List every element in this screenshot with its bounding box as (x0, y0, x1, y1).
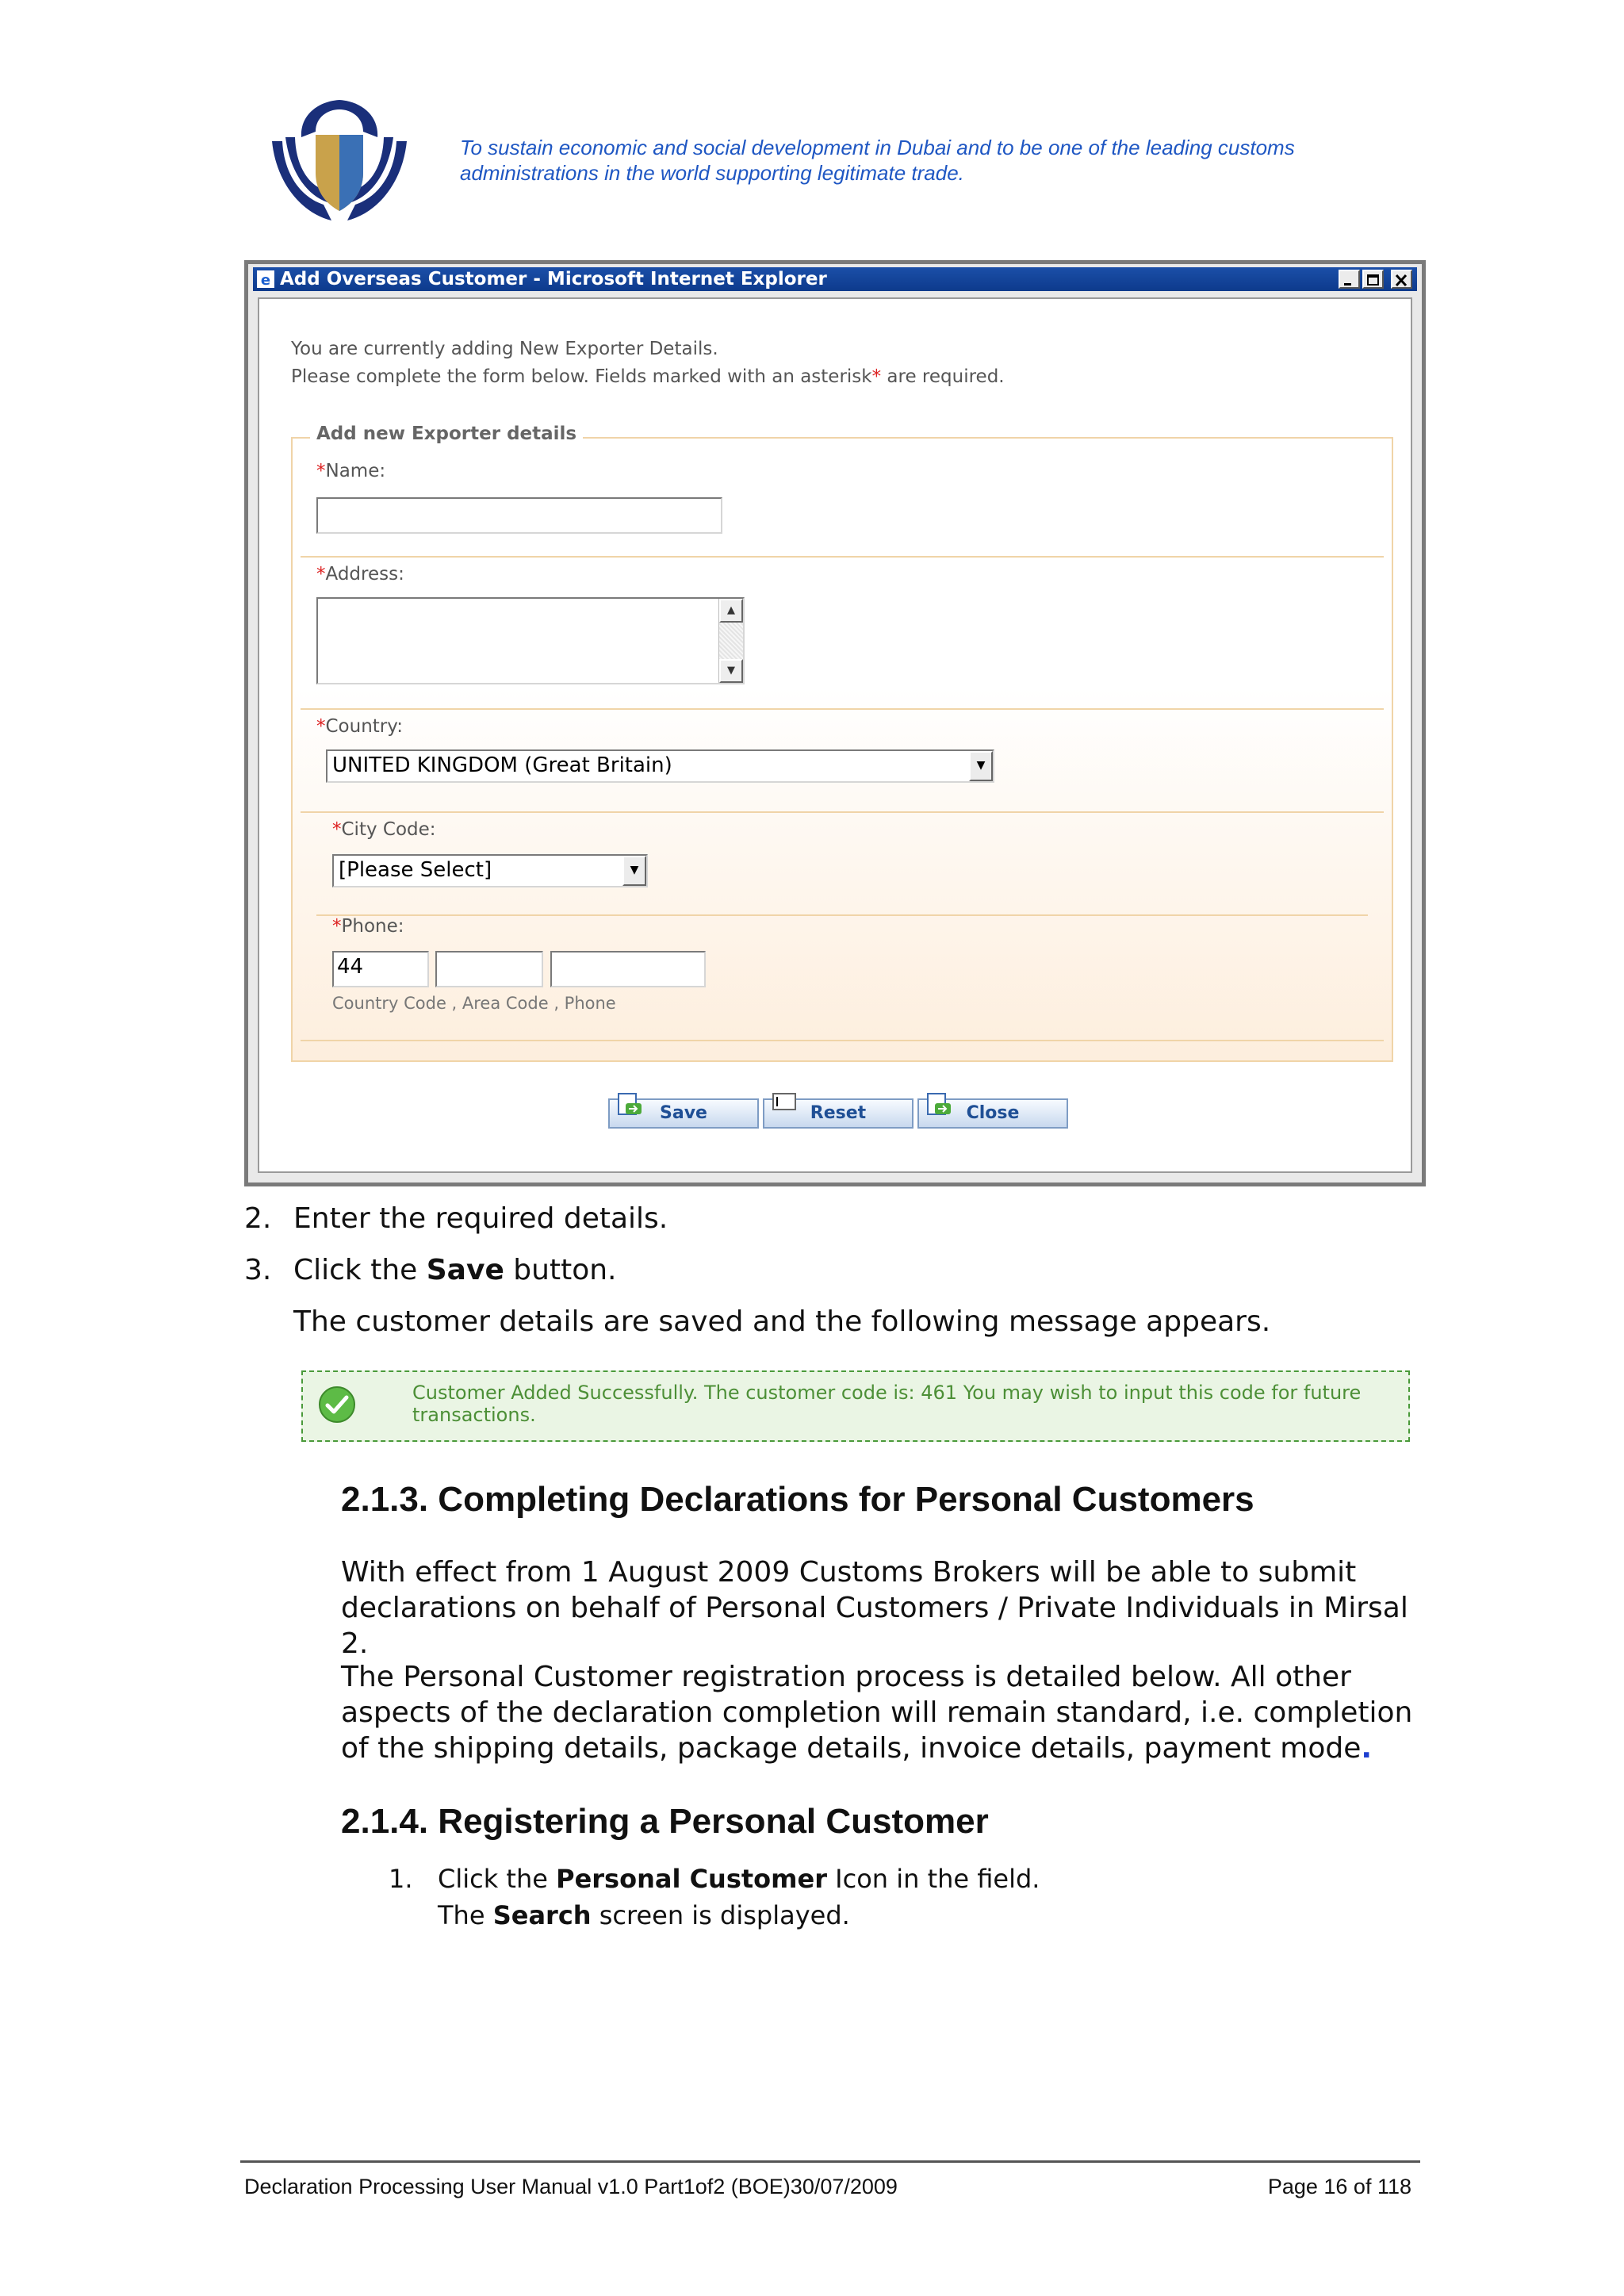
country-selected-value: UNITED KINGDOM (Great Britain) (332, 753, 672, 777)
close-button-label: Close (966, 1103, 1020, 1123)
window-titlebar (253, 267, 1417, 291)
section-2-1-3-paragraph-2: The Personal Customer registration process is detailed below. All other aspects of the declaration completion will remain standard, i.e. completion of the shipping details, package details, invoice details, payment mode. (341, 1661, 1413, 1765)
save-button-label: Save (660, 1103, 707, 1123)
name-label: *Name: (316, 461, 386, 481)
success-message-text: Customer Added Successfully. The customer code is: 461 You may wish to input this code for future transactions. (412, 1382, 1362, 1426)
section-heading-2-1-3: 2.1.3. Completing Declarations for Personal Customers (341, 1480, 1254, 1519)
scroll-up-icon[interactable]: ▲ (719, 599, 743, 623)
maximize-button[interactable] (1362, 270, 1384, 289)
svg-text:e: e (260, 272, 271, 289)
step-2: 2. Enter the required details. (244, 1202, 668, 1235)
section-2-1-4-step-1: 1. Click the Personal Customer Icon in the field. (389, 1864, 1040, 1894)
close-icon (1392, 273, 1411, 289)
phone-number-input[interactable] (550, 951, 706, 987)
minimize-button[interactable] (1339, 270, 1360, 289)
step-3: 3. Click the Save button. (244, 1254, 617, 1286)
section-2-1-3-paragraph-1: With effect from 1 August 2009 Customs Brokers will be able to submit declarations on behalf of Personal Customers / Private Individuals in Mirsal 2. (341, 1556, 1408, 1660)
phone-area-code-input[interactable] (435, 951, 543, 987)
phone-label: *Phone: (332, 916, 404, 937)
minimize-icon (1340, 273, 1358, 289)
city-code-label: *City Code: (332, 819, 436, 840)
dubai-customs-logo (260, 94, 419, 228)
internet-explorer-icon (256, 270, 275, 289)
window-title: Add Overseas Customer - Microsoft Internet Explorer (280, 269, 827, 289)
city-code-select[interactable] (332, 854, 648, 887)
intro-line-1: You are currently adding New Exporter Details. (291, 339, 718, 359)
save-button[interactable] (608, 1098, 759, 1129)
reset-button-label: Reset (810, 1103, 867, 1123)
chevron-down-icon[interactable]: ▼ (969, 751, 993, 781)
separator (316, 914, 1368, 916)
separator (301, 556, 1384, 558)
vision-statement (460, 135, 1380, 186)
reset-button[interactable] (763, 1098, 914, 1129)
check-circle-icon (317, 1385, 357, 1424)
vision-line-2: administrations in the world supporting legitimate trade. (460, 161, 964, 185)
fieldset-legend: Add new Exporter details (310, 424, 583, 444)
scroll-down-icon[interactable]: ▼ (719, 659, 743, 683)
intro-line-2: Please complete the form below. Fields marked with an asterisk* are required. (291, 366, 1005, 387)
address-scrollbar[interactable] (718, 599, 743, 683)
maximize-icon (1364, 273, 1382, 289)
chevron-down-icon[interactable]: ▼ (622, 856, 646, 886)
footer-rule (240, 2160, 1420, 2163)
exporter-details-fieldset (291, 424, 1393, 1062)
address-label: *Address: (316, 564, 404, 585)
window-content (258, 297, 1412, 1173)
section-2-1-4-step-1-result: The Search screen is displayed. (438, 1900, 850, 1930)
close-button[interactable] (917, 1098, 1068, 1129)
separator (301, 1040, 1384, 1041)
vision-line-1: To sustain economic and social development in Dubai and to be one of the leading customs (460, 136, 1295, 159)
country-label: *Country: (316, 716, 403, 737)
city-code-selected-value: [Please Select] (339, 858, 492, 882)
section-heading-2-1-4: 2.1.4. Registering a Personal Customer (341, 1802, 989, 1841)
footer-page-number: Page 16 of 118 (1267, 2175, 1411, 2198)
footer-document-title: Declaration Processing User Manual v1.0 Part1of2 (BOE)30/07/2009 (244, 2175, 898, 2198)
close-window-button[interactable] (1391, 270, 1412, 289)
address-textarea[interactable] (316, 597, 745, 684)
add-overseas-customer-window (244, 260, 1426, 1186)
country-select[interactable] (326, 749, 994, 783)
success-message (301, 1370, 1410, 1442)
separator (301, 708, 1384, 710)
phone-country-code-input[interactable]: 44 (332, 951, 429, 987)
name-input[interactable] (316, 497, 722, 534)
separator (301, 811, 1384, 813)
phone-hint: Country Code , Area Code , Phone (332, 994, 616, 1013)
result-text: The customer details are saved and the following message appears. (293, 1305, 1271, 1338)
